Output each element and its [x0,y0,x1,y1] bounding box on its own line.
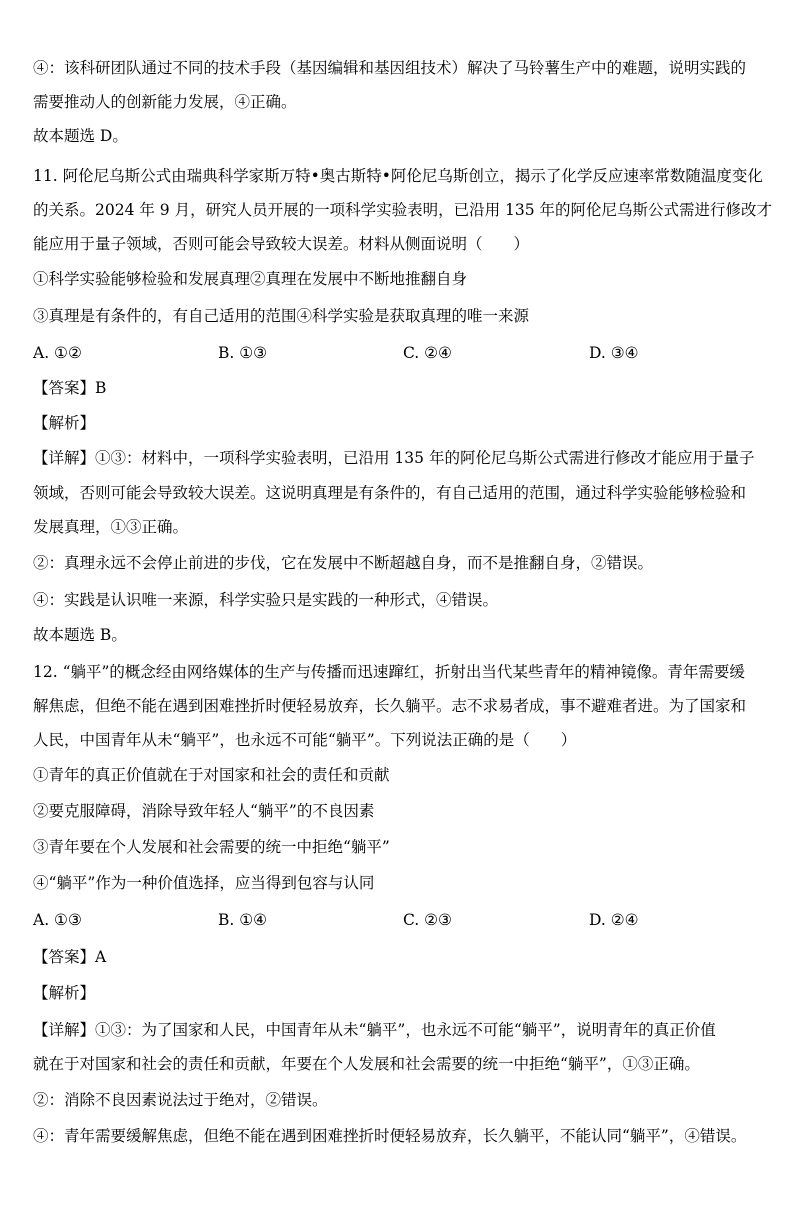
q12-option-a: A. ①③ [33,911,82,929]
q11-detail-line: 领域，否则可能会导致较大误差。这说明真理是有条件的，有自己适用的范围，通过科学实验能够检验和 [33,484,747,502]
q10-conclusion: 故本题选 D。 [33,127,128,145]
q12-analysis-label: 【解析】 [33,984,96,1002]
q12-option-d: D. ②④ [589,911,639,929]
q12-option-c: C. ②③ [403,911,452,929]
q10-analysis-line: ④：该科研团队通过不同的技术手段（基因编辑和基因组技术）解决了马铃薯生产中的难题，说明实践的 [33,59,747,77]
q12-detail-line: 就在于对国家和社会的责任和贡献，年要在个人发展和社会需要的统一中拒绝“躺平”，①③正确。 [33,1055,700,1073]
q12-stem-line: 12. “躺平”的概念经由网络媒体的生产与传播而迅速蹿红，折射出当代某些青年的精神镜像。青年需要缓 [33,663,745,681]
q11-stem-line: 能应用于量子领域，否则可能会导致较大误差。材料从侧面说明（ ） [33,235,530,253]
q11-option-d: D. ③④ [589,344,639,362]
q12-answer: 【答案】A [33,948,107,966]
q11-conclusion: 故本题选 B。 [33,626,127,644]
q12-detail-line: 【详解】①③：为了国家和人民，中国青年从未“躺平”，也永远不可能“躺平”，说明青年的真正价值 [33,1021,716,1039]
q12-statement: ③青年要在个人发展和社会需要的统一中拒绝“躺平” [33,838,390,856]
q10-analysis-line: 需要推动人的创新能力发展，④正确。 [33,93,297,111]
q12-stem-line: 人民，中国青年从未“躺平”，也永远不可能“躺平”。下列说法正确的是（ ） [33,731,577,749]
q11-analysis-label: 【解析】 [33,414,96,432]
q12-statement: ④“躺平”作为一种价值选择，应当得到包容与认同 [33,874,375,892]
q11-statement: ③真理是有条件的，有自己适用的范围④科学实验是获取真理的唯一来源 [33,307,530,325]
q11-detail-line: ④：实践是认识唯一来源，科学实验只是实践的一种形式，④错误。 [33,591,499,609]
q12-statement: ①青年的真正价值就在于对国家和社会的责任和贡献 [33,766,390,784]
q11-detail-line: 【详解】①③：材料中，一项科学实验表明，已沿用 135 年的阿伦尼乌斯公式需进行修改才能应用于量子 [33,449,755,467]
q12-detail-line: ②：消除不良因素说法过于绝对，②错误。 [33,1091,328,1109]
q11-statement: ①科学实验能够检验和发展真理②真理在发展中不断地推翻自身 [33,270,468,288]
q12-stem-line: 解焦虑，但绝不能在遇到困难挫折时便轻易放弃，长久躺平。志不求易者成，事不避难者进。为了国家和 [33,697,747,715]
q11-stem-line: 11. 阿伦尼乌斯公式由瑞典科学家斯万特•奥古斯特•阿伦尼乌斯创立，揭示了化学反应速率常数随温度变化 [33,167,763,185]
q11-stem-line: 的关系。2024 年 9 月，研究人员开展的一项科学实验表明，已沿用 135 年的阿伦尼乌斯公式需进行修改才 [33,201,773,219]
q11-detail-line: ②：真理永远不会停止前进的步伐，它在发展中不断超越自身，而不是推翻自身，②错误。 [33,554,654,572]
q11-option-b: B. ①③ [218,344,268,362]
q11-option-a: A. ①② [33,344,82,362]
q12-detail-line: ④：青年需要缓解焦虑，但绝不能在遇到困难挫折时便轻易放弃，长久躺平，不能认同“躺平”，④错误。 [33,1127,747,1145]
q12-statement: ②要克服障碍，消除导致年轻人“躺平”的不良因素 [33,802,375,820]
q12-option-b: B. ①④ [218,911,268,929]
q11-option-c: C. ②④ [403,344,452,362]
q11-answer: 【答案】B [33,379,107,397]
q11-detail-line: 发展真理，①③正确。 [33,518,189,536]
